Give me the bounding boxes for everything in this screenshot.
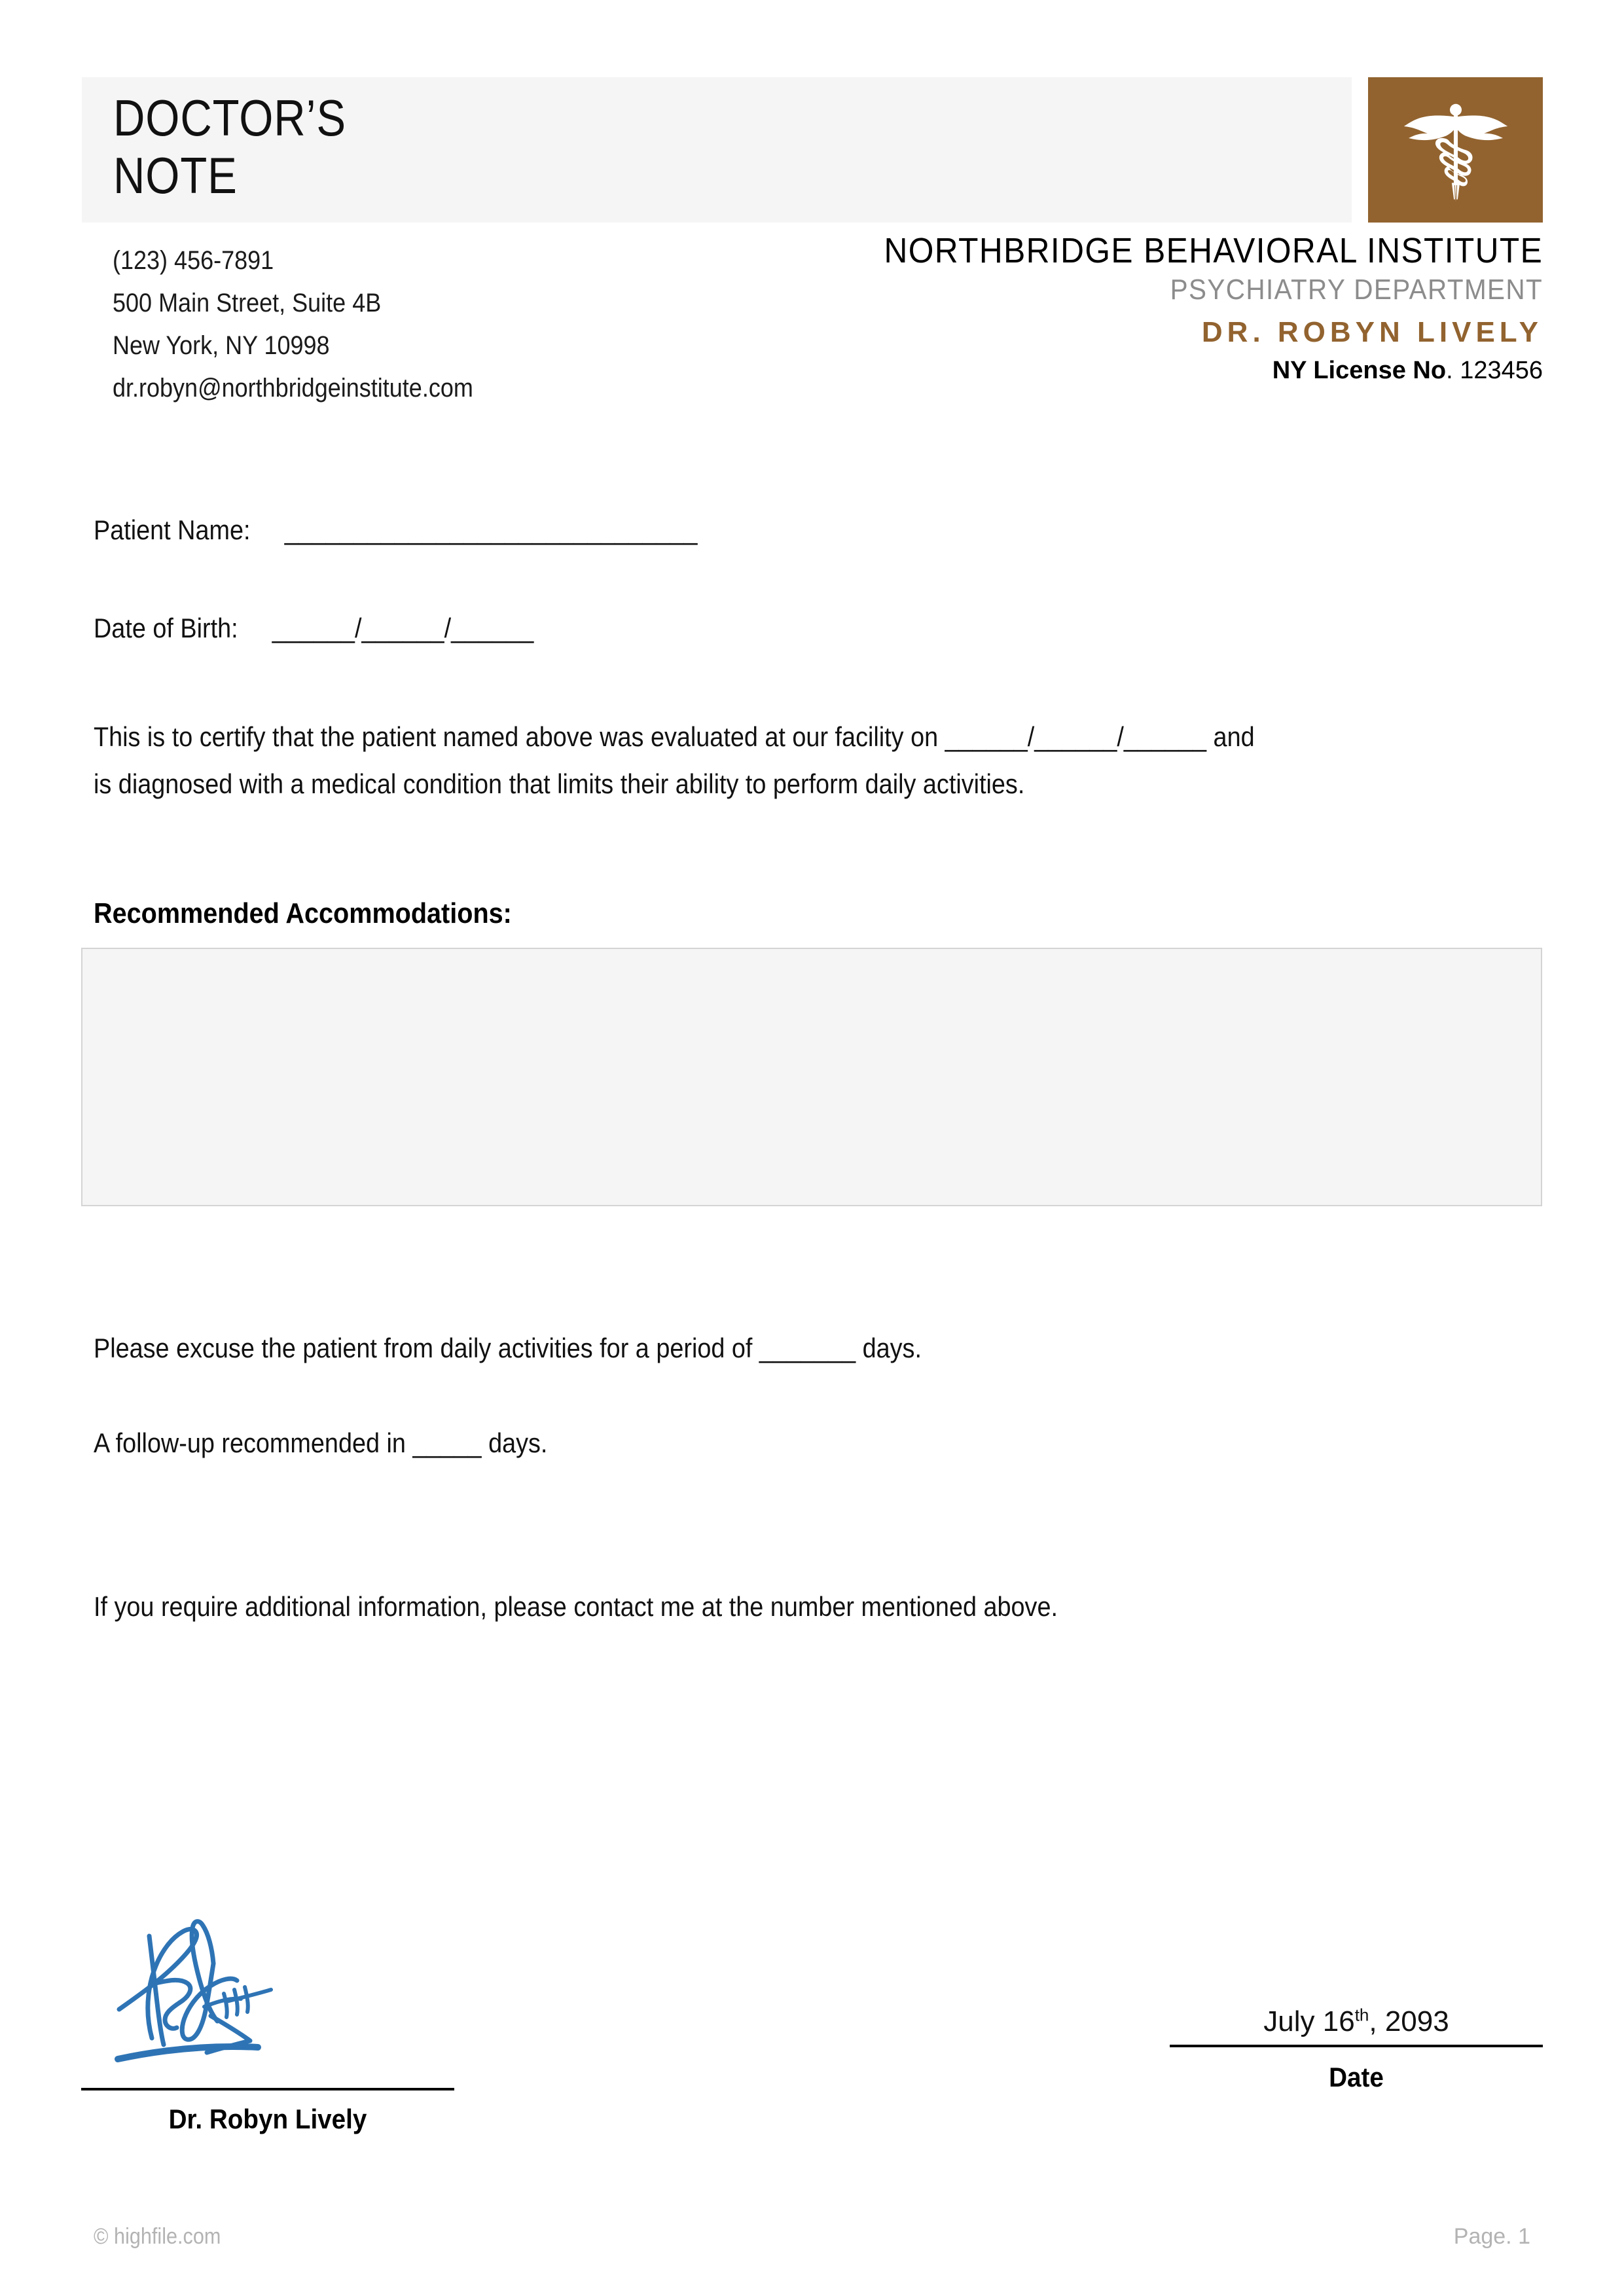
- institute-name: NORTHBRIDGE BEHAVIORAL INSTITUTE: [884, 231, 1543, 270]
- date-of-birth-field: [94, 612, 533, 645]
- institute-department: PSYCHIATRY DEPARTMENT: [1170, 274, 1543, 306]
- license-line: [827, 355, 1543, 386]
- certification-text-1: This is to certify that the patient named above was evaluated at our facility on: [94, 721, 945, 752]
- date-label: Date: [1329, 2062, 1384, 2092]
- date-year: , 2093: [1369, 2005, 1449, 2037]
- certification-paragraph: [94, 713, 1449, 808]
- footer-page-number: Page. 1: [1453, 2224, 1530, 2249]
- doctor-name: DR. ROBYN LIVELY: [1201, 316, 1543, 348]
- accommodations-input-box[interactable]: [81, 948, 1542, 1206]
- patient-name-field: [94, 514, 697, 547]
- patient-name-blank[interactable]: ______________________________: [284, 514, 698, 545]
- followup-days-blank[interactable]: _____: [412, 1427, 482, 1458]
- certification-line-1: [94, 713, 1449, 761]
- dob-month-blank[interactable]: ______: [272, 613, 355, 643]
- institute-block: [827, 230, 1543, 386]
- title-banner: [82, 77, 1352, 223]
- dob-year-blank[interactable]: ______: [451, 613, 534, 643]
- followup-text-1: A follow-up recommended in: [94, 1427, 413, 1458]
- signature-label: Dr. Robyn Lively: [168, 2104, 367, 2134]
- caduceus-icon: [1397, 91, 1515, 209]
- eval-month-blank[interactable]: ______: [945, 721, 1028, 752]
- eval-day-blank[interactable]: ______: [1034, 721, 1117, 752]
- date-month-day: July 16: [1263, 2005, 1355, 2037]
- document-header: [82, 77, 1543, 223]
- logo-badge: [1368, 77, 1543, 223]
- certification-line-2: is diagnosed with a medical condition that limits their ability to perform daily activities.: [94, 768, 1025, 799]
- dob-label: Date of Birth:: [94, 613, 238, 643]
- contact-email: dr.robyn@northbridgeinstitute.com: [113, 374, 473, 403]
- excuse-text-1: Please excuse the patient from daily activities for a period of: [94, 1333, 759, 1363]
- contact-city-state-zip: New York, NY 10998: [113, 331, 330, 360]
- excuse-text-2: days.: [856, 1333, 922, 1363]
- contact-block: [113, 240, 473, 410]
- eval-year-blank[interactable]: ______: [1123, 721, 1207, 752]
- signature-mark: [96, 1885, 312, 2081]
- eval-separator-1: /: [1027, 721, 1035, 752]
- signature-rule: [81, 2088, 454, 2090]
- date-ordinal: th: [1354, 2005, 1369, 2025]
- page-title-line-1: DOCTOR’S: [113, 89, 346, 147]
- license-number: . 123456: [1446, 357, 1543, 384]
- license-label: NY License No: [1272, 357, 1447, 384]
- contact-phone: (123) 456-7891: [113, 246, 274, 275]
- accommodations-heading: Recommended Accommodations:: [94, 897, 512, 929]
- certification-text-2: and: [1206, 721, 1255, 752]
- handwritten-signature-icon: [96, 1885, 312, 2081]
- date-value: [1170, 2003, 1543, 2041]
- page-title-line-2: NOTE: [113, 147, 238, 204]
- eval-separator-2: /: [1117, 721, 1124, 752]
- page-title: [113, 89, 346, 204]
- patient-name-label: Patient Name:: [94, 514, 251, 545]
- additional-info-text: If you require additional information, please contact me at the number mentioned above.: [94, 1591, 1058, 1622]
- dob-day-blank[interactable]: ______: [361, 613, 444, 643]
- date-block: [1170, 2003, 1543, 2096]
- excuse-days-blank[interactable]: _______: [759, 1333, 856, 1363]
- contact-street: 500 Main Street, Suite 4B: [113, 289, 382, 317]
- followup-text-2: days.: [481, 1427, 548, 1458]
- footer-copyright: © highfile.com: [94, 2224, 221, 2249]
- followup-field: [94, 1427, 547, 1460]
- dob-separator-1: /: [354, 613, 362, 643]
- dob-separator-2: /: [444, 613, 452, 643]
- excuse-period-field: [94, 1332, 922, 1365]
- date-rule: [1170, 2045, 1543, 2047]
